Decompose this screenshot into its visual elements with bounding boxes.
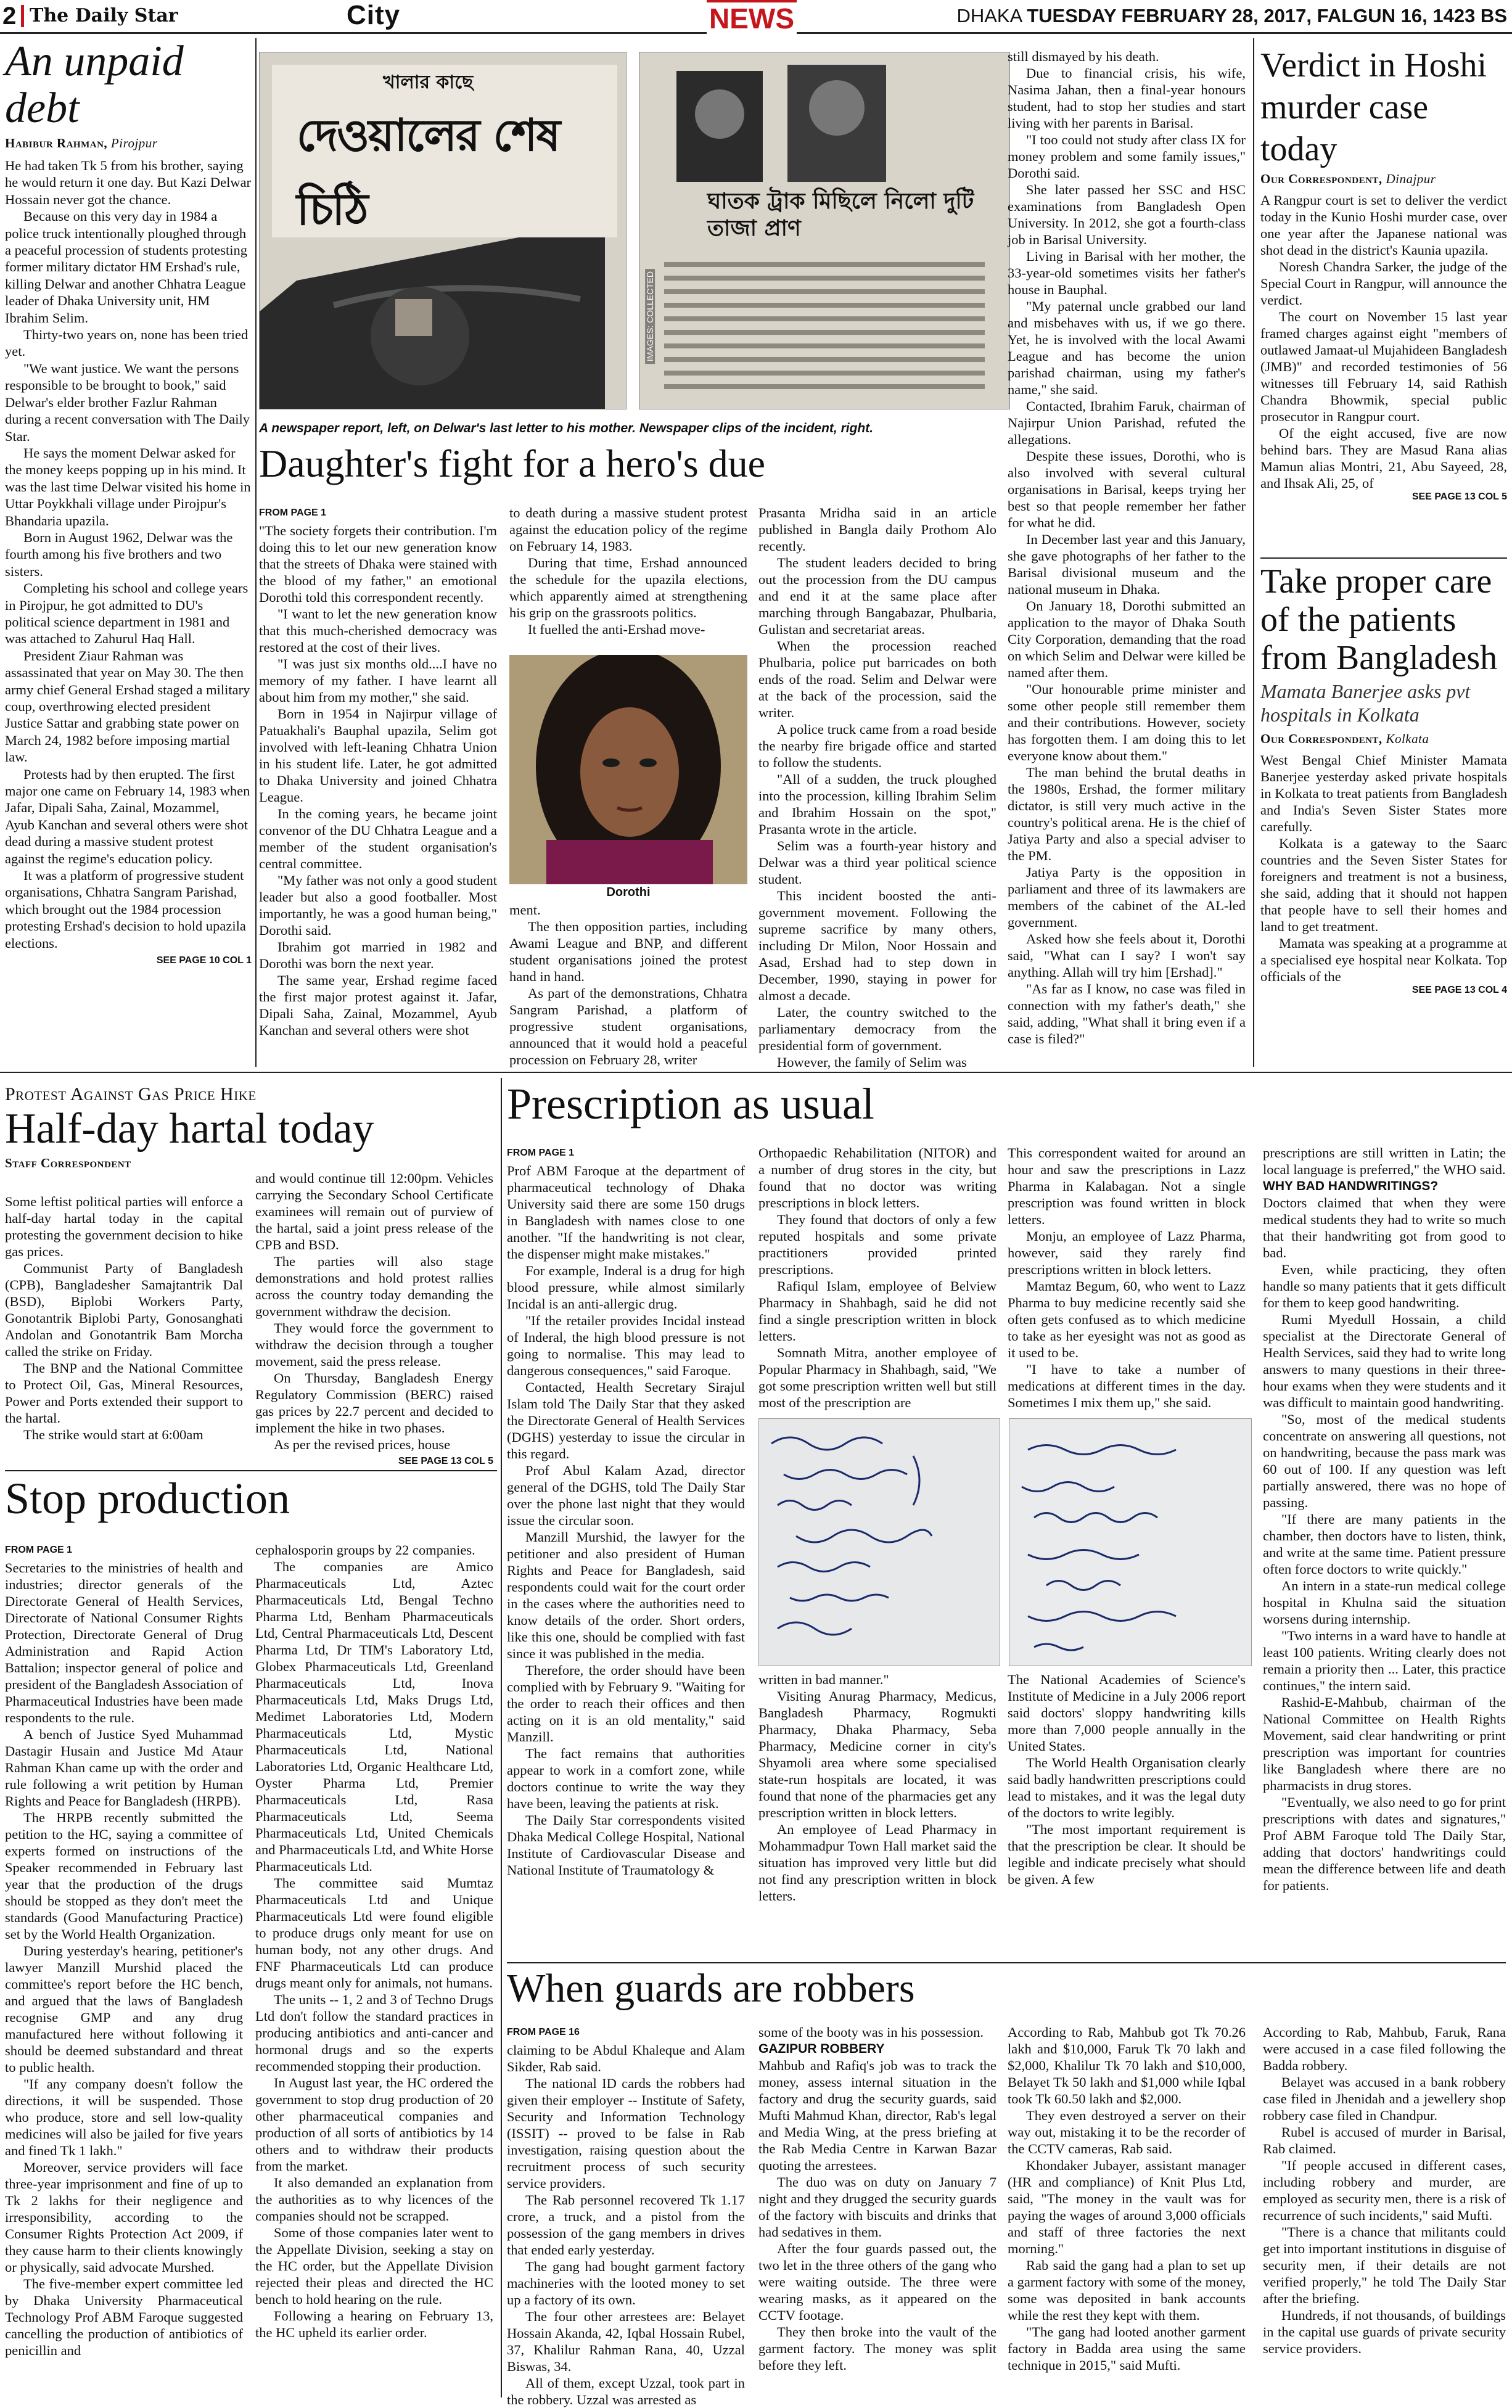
headline-hartal: Half-day hartal today — [5, 1105, 374, 1153]
body-verdict — [1260, 192, 1507, 491]
article-proper-care — [1260, 562, 1507, 996]
paragraph: Prasanta Mridha said in an article published in Bangla daily Prothom Alo recently. — [758, 505, 996, 554]
paragraph: Some leftist political parties will enforce a half-day hartal today in the capital protesting the government decision to hike gas prices. — [5, 1194, 243, 1259]
headline-stop-production: Stop production — [5, 1474, 290, 1523]
paragraph: Prof ABM Faroque at the department of pharmaceutical technology of Dhaka University said there are some 150 drugs in Bangladesh with names close to one another. "If the handwriting is not clear, the dispenser might make mistakes." — [507, 1163, 745, 1262]
paragraph: The Rab personnel recovered Tk 1.17 crore, a truck, and a pistol from the possession of the gang members in drives that ended early yesterday. — [507, 2192, 745, 2258]
paragraph: Some of those companies later went to the Appellate Division, seeking a stay on the HC order, but the Appellate Division rejected their pleas and directed the HC bench to hold hearing on the rule. — [255, 2225, 493, 2307]
paragraph: prescriptions are still written in Latin; the local language is preferred," the WHO said. — [1263, 1145, 1506, 1177]
paragraph: The strike would start at 6:00am — [23, 1427, 203, 1442]
paragraph: Secretaries to the ministries of health and industries; director generals of the Directorate General of Health Services, Directorate of National Consumer Rights Protection, Directorate General of Drug Administration and Rapid Action Battalion; inspector general of police and president of the Bangladesh Association of Pharmaceutical Industries have been made respondents to the rule. — [5, 1560, 243, 1725]
page-number-bar — [21, 5, 24, 27]
paragraph: "The most important requirement is that the prescription be clear. It should be legible and indicate precisely what should be given. A few — [1008, 1822, 1246, 1887]
paragraph: The then opposition parties, including Awami League and BNP, and different student organisations joined the protest hand in hand. — [509, 919, 747, 984]
paragraph: According to Rab, Mahbub got Tk 70.26 lakh and $10,000, Faruk Tk 70 lakh and $2,000, Khalilur Tk 70 lakh and $10,000, Belayet Tk 50 lakh and $1,000 while Iqbal took Tk 60.50 lakh and $2,000. — [1008, 2024, 1246, 2106]
paragraph: Mamtaz Begum, 60, who went to Lazz Pharma to buy medicine recently said she often gets confused as to which medicine to take as her eyesight was not as good as it used to be. — [1008, 1278, 1246, 1360]
daughter-col2-top — [509, 504, 747, 638]
paragraph: As per the revised prices, house — [274, 1437, 451, 1452]
guards-col4 — [1263, 2024, 1506, 2357]
headline-proper-care: Take proper care of the patients from Bangladesh — [1260, 562, 1498, 677]
section-divider — [1260, 557, 1507, 559]
paragraph: He says the moment Delwar asked for the money keeps popping up in his mind. It was the last time Delwar visited his home in Uttar Poykkhali village under Pirojpur's Bhandaria upazila. — [5, 445, 251, 528]
newspaper-clipping-right — [639, 52, 1010, 409]
dateline — [956, 5, 1507, 27]
paragraph: Due to financial crisis, his wife, Nasima Jahan, then a final-year honours student, had to stop her studies and start living with her parents in Barisal. — [1008, 65, 1246, 131]
stop-production-col2 — [255, 1542, 493, 2341]
see-page-link[interactable]: SEE PAGE 13 COL 4 — [1411, 985, 1507, 995]
paragraph: "The society forgets their contribution. I'm doing this to let our new generation know that the streets of Dhaka were stained with the blood of my father," an emotional Dorothi told this correspondent recently. — [259, 523, 497, 605]
paragraph: Noresh Chandra Sarker, the judge of the Special Court in Rangpur, will announce the verdict. — [1260, 259, 1507, 308]
paragraph: In December last year and this January, she gave photographs of her father to the Barisal divisional museum and the national museum in Dhaka. — [1008, 532, 1246, 597]
paragraph: On January 18, Dorothi submitted an application to the mayor of Dhaka South City Corporation, demanding that the road on which Selim and Delwar were killed be named after them. — [1008, 598, 1246, 680]
dateline-date: TUESDAY FEBRUARY 28, 2017, — [1027, 5, 1312, 27]
paragraph: "My paternal uncle grabbed our land and misbehaves with us, if we go there. Yet, he is involved with the local Awami League and has become the union parishad chairman, using my father's name," she said. — [1008, 298, 1246, 397]
paragraph: The gang had bought garment factory machineries with the looted money to set up a factory of its own. — [507, 2259, 745, 2307]
paragraph: She later passed her SSC and HSC examinations from Bangladesh Open University. In 2012, she got a fourth-class job in Barisal University. — [1008, 182, 1246, 247]
paragraph: Completing his school and college years in Pirojpur, he got admitted to DU's political science department in 1981 and was attached to Zahurul Haq Hall. — [5, 580, 249, 647]
paragraph: The companies are Amico Pharmaceuticals Ltd, Aztec Pharmaceuticals Ltd, Bengal Techno Pharma Ltd, Benham Pharmaceuticals Ltd, Central Pharmaceuticals Ltd, Descent Pharma Ltd, Dr TIM's Laboratory Ltd, Globex Pharmaceuticals Ltd, Greenland Pharmaceuticals Ltd, Inova Pharmaceuticals Ltd, Maks Drugs Ltd, Medimet Laboratories Ltd, Modern Pharmaceuticals Ltd, Mystic Pharmaceuticals Ltd, National Laboratories Ltd, Organic Healthcare Ltd, Oyster Pharma Ltd, Premier Pharmaceuticals Ltd, Rasa Pharmaceuticals Ltd, Seema Pharmaceuticals Ltd, United Chemicals and Pharmaceuticals Ltd, and White Horse Pharmaceuticals Ltd. — [255, 1559, 493, 1874]
paragraph: An intern in a state-run medical college hospital in Khulna said the situation worsens during internship. — [1263, 1578, 1506, 1627]
paragraph: Manzill Murshid, the lawyer for the petitioner and also president of Human Rights and Peace for Bangladesh, said respondents could wait for the court order in the cases where the authorities need to know details of the order. Short orders, like this one, should be complied with fast since it was published in the media. — [507, 1529, 745, 1661]
prescription-col2-top — [758, 1144, 996, 1411]
paragraph: Hundreds, if not thousands, of buildings in the capital use guards of private security service providers. — [1263, 2307, 1506, 2356]
paragraph: ment. — [509, 902, 541, 918]
clipping-kicker: খালার কাছে — [383, 72, 474, 93]
byline-name: Our Correspondent, — [1260, 731, 1383, 746]
from-page-label: FROM PAGE 1 — [259, 507, 327, 518]
paragraph: to death during a massive student protest against the education policy of the regime on February 14, 1983. — [509, 505, 747, 554]
paragraph: On Thursday, Bangladesh Energy Regulatory Commission (BERC) raised gas prices by 22.7 percent and decided to implement the hike in two phases. — [255, 1370, 493, 1436]
paragraph: Mamata was speaking at a programme at a specialised eye hospital near Kolkata. Top officials of the — [1260, 935, 1507, 984]
paragraph: They would force the government to withdraw the decision through a tougher movement, said the press release. — [255, 1320, 493, 1369]
paragraph: Moreover, service providers will face three-year imprisonment and fine of up to Tk 2 lakhs for their negligence and irresponsibility, according to the Consumer Rights Protection Act 2009, if they cause harm to their clients knowingly or physically, said advocate Murshed. — [5, 2159, 243, 2275]
paragraph: Because on this very day in 1984 a police truck intentionally ploughed through a peaceful procession of students protesting former military dictator HM Ershad's rule, killing Delwar and another Chhatra League leader of Dhaka University unit, HM Ibrahim Selim. — [5, 208, 248, 326]
paragraph: and would continue till 12:00pm. Vehicles carrying the Secondary School Certificate examinees will remain out of purview of the hartal, said a joint press release of the CPB and BSD. — [255, 1170, 493, 1252]
paragraph: They even destroyed a server on their way out, mistaking it to be the recorder of the CCTV cameras, Rab said. — [1008, 2108, 1246, 2156]
paragraph: The committee said Mumtaz Pharmaceuticals Ltd and Unique Pharmaceuticals Ltd were found eligible to produce drugs only meant for use on human body, not any other drugs. And FNF Pharmaceuticals Ltd can produce drugs meant only for animals, not humans. — [255, 1875, 493, 1991]
paragraph: Protests had by then erupted. The first major one came on February 14, 1983 when Jafar, Dipali Saha, Zainal, Mozammel, Ayub Kanchan and several others were shot dead during a massive student protest against the regime's education policy. — [5, 766, 250, 866]
paragraph: The man behind the brutal deaths in the 1980s, Ershad, the former military dictator, is still very much active in the country's political arena. He is the chief of Jatiya Party and also a special adviser to the PM. — [1008, 765, 1246, 863]
stop-production-col1 — [5, 1542, 243, 2359]
paragraph: A Rangpur court is set to deliver the verdict today in the Kunio Hoshi murder case, over one year after the Japanese national was shot dead in the district's Kaunia upazila. — [1260, 192, 1507, 258]
paragraph: "As far as I know, no case was filed in connection with my father's death," she said, adding, "What shall it bring even if a case is filed?" — [1008, 981, 1246, 1046]
paragraph: still dismayed by his death. — [1008, 49, 1159, 64]
headline-unpaid-debt: An unpaid debt — [5, 38, 184, 132]
paragraph: As part of the demonstrations, Chhatra Sangram Parishad, a platform of progressive student organisations, announced that it would hold a peaceful procession on February 28, writer — [509, 985, 747, 1067]
paragraph: Even, while practicing, they often handle so many patients that it gets difficult for them to keep good handwriting. — [1263, 1262, 1506, 1310]
paragraph: "The gang had looted another garment factory in Badda area using the same technique in 2015," said Mufti. — [1008, 2324, 1246, 2373]
hartal-col2 — [255, 1170, 493, 1469]
paragraph: Selim was a fourth-year history and Delwar was a third year political science student. — [758, 838, 996, 887]
paragraph: Somnath Mitra, another employee of Popular Pharmacy in Shahbagh, said, "We got some prescription written well but still most of the prescription are — [758, 1345, 996, 1410]
dorothi-photo — [509, 655, 747, 884]
paragraph: "Two interns in a ward have to handle at least 100 patients. Writing clearly does not remain a priority then ... Later, this practice continues," the intern said. — [1263, 1628, 1506, 1693]
paragraph: The duo was on duty on January 7 night and they drugged the security guards of the factory with biscuits and drinks that had sedatives in them. — [758, 2174, 996, 2240]
article-unpaid-debt — [5, 38, 252, 966]
paragraph: When the procession reached Phulbaria, police put barricades on both ends of the road. Selim and Delwar were at the back of the procession, said the writer. — [758, 638, 996, 720]
paragraph: The National Academies of Science's Institute of Medicine in a July 2006 report said doctors' sloppy handwriting kills more than 7,000 people annually in the United States. — [1008, 1672, 1246, 1754]
paragraph: The five-member expert committee led by Dhaka University Pharmaceutical Technology Prof ABM Faroque suggested cancelling the production of antibiotics of penicillin and — [5, 2276, 243, 2358]
paragraph: claiming to be Abdul Khaleque and Alam Sikder, Rab said. — [507, 2042, 745, 2074]
dorothi-portrait-image — [509, 655, 747, 884]
paragraph: "There is a chance that militants could get into important institutions in disguise of security men, if their details are not verified properly," he told The Daily Star after the briefing. — [1263, 2224, 1506, 2306]
prescription-col4 — [1263, 1144, 1506, 1894]
see-page-link[interactable]: SEE PAGE 10 COL 1 — [156, 955, 252, 966]
paragraph: All of them, except Uzzal, took part in the robbery. Uzzal was arrested as — [507, 2375, 745, 2407]
prescription-photo-left — [758, 1418, 1000, 1666]
paragraph: The units -- 1, 2 and 3 of Techno Drugs Ltd don't follow the standard practices in producing antibiotics and anti-cancer and hormonal drugs and so the experts recommended stopping their production. — [255, 1992, 493, 2074]
paragraph: Born in August 1962, Delwar was the fourth among his five brothers and two sisters. — [5, 529, 233, 579]
headline-prescription: Prescription as usual — [507, 1079, 874, 1128]
headline-guards: When guards are robbers — [507, 1966, 915, 2011]
paragraph: "Our honourable prime minister and some other people still remember them and their contributions. However, society has forgotten them. I am doing this to let everyone know about them." — [1008, 681, 1246, 763]
paragraph: "We want justice. We want the persons responsible to be brought to book," said Delwar's elder brother Fazlur Rahman during a recent conversation with The Daily Star. — [5, 360, 250, 444]
paragraph: Following a hearing on February 13, the HC upheld its earlier order. — [255, 2308, 493, 2340]
paragraph: Contacted, Health Secretary Sirajul Islam told The Daily Star that they asked the Directorate General of Health Services (DGHS) yesterday to issue the circular in this regard. — [507, 1379, 745, 1461]
clipping-right-headline: ঘাতক ট্রাক মিছিলে নিলো দুটি তাজা প্রাণ — [707, 189, 974, 241]
prescription-col3-bottom — [1008, 1671, 1246, 1888]
section-name: City — [347, 0, 401, 30]
paragraph: Therefore, the order should have been complied with by February 9. "Waiting for the order to reach their offices and then acting on it is an old mentality," said Manzill. — [507, 1662, 745, 1744]
paragraph: Belayet was accused in a bank robbery case filed in Jhenidah and a jewellery shop robbery case filed in Chandpur. — [1263, 2074, 1506, 2123]
paragraph: "If people accused in different cases, including robbery and murder, are employed as security men, there is a risk of recurrence of such incidents," said Mufti. — [1263, 2158, 1506, 2223]
clipping-headline: দেওয়ালের শেষ চিঠি — [297, 109, 560, 235]
paragraph: Mahbub and Rafiq's job was to track the money, assess internal situation in the factory and drug the security guards, said Mufti Mahmud Khan, director, Rab's legal and Media Wing, at the press briefing at the Rab Media Centre in Karwan Bazar quoting the arrestees. — [758, 2058, 996, 2173]
see-page-link[interactable]: SEE PAGE 13 COL 5 — [1411, 491, 1507, 502]
paragraph: A bench of Justice Syed Muhammad Dastagir Husain and Justice Md Ataur Rahman Khan came up with the order and rule following a writ petition by Human Rights and Peace for Bangladesh (HRPB). — [5, 1727, 243, 1809]
paragraph: Kolkata is a gateway to the Saarc countries and the Seven Sister States for foreigners and treatment is not a business, she said, adding that it should not happen that people have to sell their homes and land to get treatment. — [1260, 836, 1507, 934]
page-divider — [0, 1072, 1512, 1073]
paragraph: "My father was not only a good student leader but also a good footballer. Most importantly, he was a good human being," Dorothi said. — [259, 873, 498, 938]
prescription-col2-bottom — [758, 1671, 996, 1904]
byline-hartal: Staff Correspondent — [5, 1156, 131, 1170]
paragraph: The BNP and the National Committee to Protect Oil, Gas, Mineral Resources, Power and Ports extended their support to the hartal. — [5, 1360, 243, 1426]
from-page-label: FROM PAGE 1 — [5, 1545, 73, 1555]
paragraph: It also demanded an explanation from the authorities as to why licences of the companies should not be scrapped. — [255, 2175, 493, 2224]
from-page-label: FROM PAGE 1 — [507, 1148, 575, 1158]
column-rule — [501, 1078, 502, 2398]
byline-name: Our Correspondent, — [1260, 171, 1383, 186]
paragraph: "If any company doesn't follow the directions, it will be suspended. Those who produce, store and sell low-quality medicines will also be jailed for five years and fined Tk 1 lakh." — [5, 2076, 243, 2158]
headline-verdict: Verdict in Hoshi murder case today — [1260, 46, 1487, 168]
paragraph: Khondaker Jubayer, assistant manager (HR and compliance) of Knit Plus Ltd, said, "The money in the vault was for paying the wages of around 3,000 officials and staff of three factories the next morning." — [1008, 2158, 1246, 2256]
paragraph: Rubel is accused of murder in Barisal, Rab claimed. — [1263, 2124, 1506, 2156]
paragraph: cephalosporin groups by 22 companies. — [255, 1542, 475, 1558]
paragraph: Rafiqul Islam, employee of Belview Pharmacy in Shahbagh, said he did not find a single prescription written in block letters. — [758, 1278, 996, 1344]
photo-caption-dorothi: Dorothi — [606, 886, 651, 899]
paragraph: Thirty-two years on, none has been tried yet. — [5, 327, 249, 360]
paragraph: The World Health Organisation clearly said badly handwritten prescriptions could lead to mistakes, and it was the legal duty of the doctors to write legibly. — [1008, 1755, 1246, 1820]
news-banner: NEWS — [707, 0, 797, 35]
prescription-col3-top — [1008, 1144, 1246, 1411]
paragraph: They then broke into the vault of the garment factory. The money was split before they left. — [758, 2324, 996, 2373]
paragraph: The parties will also stage demonstrations and hold protest rallies across the country today demanding the government withdraw the decision. — [255, 1254, 493, 1319]
paragraph: "I was just six months old....I have no memory of my father. I have learnt all about him from my mother," she said. — [259, 656, 497, 705]
paragraph: During that time, Ershad announced the schedule for the upazila elections, which apparently aimed at strengthening his grip on the grassroots politics. — [509, 555, 747, 620]
paragraph: Born in 1954 in Najirpur village of Patuakhali's Bauphal upazila, Selim got involved with left-leaning Chhatra Union in his student life. Later, he got admitted to Dhaka University and joined Chhatra League. — [259, 706, 497, 805]
guards-col2 — [758, 2024, 996, 2373]
paragraph: The court on November 15 last year framed charges against eight "members of outlawed Jamaat-ul Mujahideen Bangladesh (JMB)" and recorded testimonies of 56 witnesses till February 14, said Rathish Chandra Bhowmik, special public prosecutor in Rangpur court. — [1260, 309, 1507, 424]
paragraph: Doctors claimed that when they were medical students they had to write so much that their handwriting got from good to bad. — [1263, 1195, 1506, 1260]
paragraph: However, the family of Selim was — [777, 1054, 967, 1070]
daughter-col2-bottom — [509, 902, 747, 1068]
photo-credit: IMAGES: COLLECTED — [645, 269, 655, 364]
paragraph: written in bad manner." — [758, 1672, 889, 1687]
paragraph: "If there are many patients in the chamber, then doctors have to listen, think, and write at the same time. Patient pressure often force doctors to write quickly." — [1263, 1511, 1506, 1577]
paragraph: During yesterday's hearing, petitioner's lawyer Manzill Murshid placed the committee's report before the HC bench, and argued that the laws of Bangladesh recognise GMP and any drug manufactured here without following it should be deemed substandard and threat to public health. — [5, 1943, 243, 2075]
dateline-city: DHAKA — [956, 5, 1022, 27]
hartal-col1 — [5, 1193, 243, 1443]
paragraph: This correspondent waited for around an hour and saw the prescriptions in Lazz Pharma in Kalabagan. Not a single prescription was found written in block letters. — [1008, 1145, 1246, 1227]
subhead-why-bad-handwritings: WHY BAD HANDWRITINGS? — [1263, 1179, 1439, 1193]
paragraph: He had taken Tk 5 from his brother, saying he would return it one day. But Kazi Delwar Hossain never got the chance. — [5, 158, 252, 207]
body-proper-care — [1260, 752, 1507, 985]
column-rule — [255, 38, 257, 1067]
paragraph: This incident boosted the anti-government movement. Following the supreme sacrifice by many others, including Dr Milon, Noor Hossain and Asad, Ershad had to step down in December, 1990, staying in power for almost a decade. — [758, 888, 996, 1003]
paragraph: "So, most of the medical students concentrate on answering all questions, not on handwriting, because the pass mark was 60 out of 100. If any question was left partially answered, there was no hope of passing. — [1263, 1412, 1506, 1510]
section-divider — [507, 1962, 1506, 1963]
daughter-col4 — [1008, 48, 1246, 1047]
paragraph: "If the retailer provides Incidal instead of Inderal, the high blood pressure is not going to normalise. This may lead to dangerous consequences," said Faroque. — [507, 1313, 745, 1378]
guards-col3 — [1008, 2024, 1246, 2373]
paragraph: It fuelled the anti-Ershad move- — [528, 622, 705, 637]
paragraph: Rab said the gang had a plan to set up a garment factory with some of the money, some was deposited in bank accounts while the rest they kept with them. — [1008, 2258, 1246, 2323]
article-verdict — [1260, 44, 1507, 503]
byline-unpaid-debt — [5, 136, 252, 151]
see-page-link[interactable]: SEE PAGE 13 COL 5 — [398, 1456, 493, 1466]
paragraph: Ibrahim got married in 1982 and Dorothi was born the next year. — [259, 939, 497, 971]
subhead-gazipur-robbery: GAZIPUR ROBBERY — [758, 2042, 885, 2056]
paragraph: The national ID cards the robbers had given their employer -- Institute of Safety, Security and Information Technology (ISSIT) -- proved to be false in Rab investigation, raising question about the recruitment process of such security service providers. — [507, 2076, 745, 2191]
page-number: 2 — [2, 2, 17, 30]
byline-place: Pirojpur — [110, 136, 158, 150]
section-divider — [5, 1470, 497, 1471]
byline-verdict — [1260, 171, 1507, 187]
paragraph: "All of a sudden, the truck ploughed into the procession, killing Ibrahim Selim and Ibrahim Hossain on the spot," Prasanta wrote in the article. — [758, 771, 996, 837]
handwritten-prescription-image — [759, 1419, 1000, 1666]
prescription-photo-right — [1009, 1418, 1252, 1666]
paragraph: Asked how she feels about it, Dorothi said, "What can I say? I won't say anything. Allah will try him [Ershad]." — [1008, 931, 1246, 980]
kicker-hartal: Protest Against Gas Price Hike — [5, 1084, 257, 1104]
dateline-bangla-date: FALGUN 16, 1423 BS — [1317, 5, 1507, 27]
paragraph: Despite these issues, Dorothi, who is also involved with several cultural organisations in Barisal, keeps trying her best so that people remember her father for what he did. — [1008, 448, 1246, 530]
paragraph: Orthopaedic Rehabilitation (NITOR) and a number of drug stores in the city, but found that no doctor was writing prescriptions in block letters. — [758, 1145, 996, 1210]
byline-place: Kolkata — [1386, 731, 1429, 746]
paragraph: "I too could not study after class IX for money problem and some family issues," Dorothi said. — [1008, 132, 1246, 181]
paragraph: Living in Barisal with her mother, the 33-year-old sometimes visits her father's house in Bauphal. — [1008, 249, 1246, 297]
from-page-label: FROM PAGE 16 — [507, 2027, 580, 2037]
prescription-col1 — [507, 1144, 745, 1878]
byline-proper-care — [1260, 731, 1507, 747]
paragraph: In August last year, the HC ordered the government to stop drug production of 20 other pharmaceutical companies and production of all sorts of antibiotics by 14 others and to withdraw their products from the market. — [255, 2075, 493, 2174]
paragraph: Rashid-E-Mahbub, chairman of the National Committee on Health Rights Movement, said clear handwriting or print prescription was important for countries like Bangladesh where there are no pharmacists in drug stores. — [1263, 1695, 1506, 1793]
byline-name: Habibur Rahman, — [5, 136, 108, 150]
paragraph: After the four guards passed out, the two let in the three others of the gang who were waiting outside. The three were wearing masks, as it appeared on the CCTV footage. — [758, 2241, 996, 2323]
paragraph: Communist Party of Bangladesh (CPB), Bangladesher Samajtantrik Dal (BSD), Biplobi Workers Party, Gonotantrik Biplobi Party, Gonosanghati Andolan and Gonotantrik Bam Morcha called the strike on Friday. — [5, 1260, 243, 1359]
paragraph: The fact remains that authorities appear to work in a comfort zone, while doctors continue to write the way they have been, leaving the patients at risk. — [507, 1746, 745, 1811]
paragraph: A police truck came from a road beside the nearby fire brigade office and started to follow the students. — [758, 721, 996, 770]
subheadline-proper-care: Mamata Banerjee asks pvt hospitals in Kolkata — [1260, 680, 1471, 726]
headline-daughter: Daughter's fight for a hero's due — [259, 442, 766, 485]
guards-col1 — [507, 2024, 745, 2408]
paragraph: Visiting Anurag Pharmacy, Medicus, Bangladesh Pharmacy, Rogmukti Pharmacy, Dhaka Pharmacy, Seba Pharmacy, Medicine corner in city's Shyamoli area where some specialised state-run hospitals are located, it was found that none of the pharmacies get any prescription written in block letters. — [758, 1688, 996, 1820]
paragraph: "I want to let the new generation know that this much-cherished democracy was restored at the cost of their lives. — [259, 606, 497, 655]
paragraph: According to Rab, Mahbub, Faruk, Rana were accused in a case filed following the Badda robbery. — [1263, 2024, 1506, 2073]
body-unpaid-debt — [5, 157, 252, 951]
paragraph: some of the booty was in his possession. — [758, 2024, 984, 2040]
paragraph: In the coming years, he became joint convenor of the DU Chhatra League and a member of the student organisation's central committee. — [259, 806, 497, 871]
paragraph: An employee of Lead Pharmacy in Mohammadpur Town Hall market said the situation has improved very little but did not find any prescription written in block letters. — [758, 1822, 996, 1904]
clipping-caption: A newspaper report, left, on Delwar's last letter to his mother. Newspaper clips of the incident, right. — [259, 421, 874, 435]
paragraph: The HRPB recently submitted the petition to the HC, saying a committee of experts formed on instructions of the Speaker recommended in February last year that the production of the drugs should be stopped as they don't meet the standards (Good Manufacturing Practice) set by the World Health Organization. — [5, 1810, 243, 1942]
article-hartal — [5, 1084, 497, 1176]
paragraph: Monju, an employee of Lazz Pharma, however, said they rarely find prescriptions written in block letters. — [1008, 1228, 1246, 1277]
paragraph: They found that doctors of only a few reputed hospitals and some private practitioners provided printed prescriptions. — [758, 1212, 996, 1277]
newspaper-clipping-left — [259, 52, 627, 409]
paragraph: "Eventually, we also need to go for print prescriptions with dates and signatures," Prof ABM Faroque told The Daily Star, adding that doctors' handwritings could mean the difference between life and death for patients. — [1263, 1794, 1506, 1893]
paragraph: Rumi Myedull Hossain, a child specialist at the Directorate General of Health Services, said they had to write long answers to many questions in their three-hour exams when they were students and it was difficult to maintain good handwriting. — [1263, 1312, 1506, 1410]
paragraph: Later, the country switched to the parliamentary democracy from the presidential form of government. — [758, 1005, 996, 1053]
paragraph: Of the eight accused, five are now behind bars. They are Masud Rana alias Mamun alias Montri, 21, Abu Sayeed, 28, and Ihsak Ali, 25, of — [1260, 425, 1507, 491]
paragraph: President Ziaur Rahman was assassinated that year on May 30. The then army chief General Ershad staged a military coup, overthrowing elected president Justice Sattar and grabbing state power on March 24, 1982 before imposing martial law. — [5, 647, 250, 765]
paragraph: Prof Abul Kalam Azad, director general of the DGHS, told The Daily Star over the phone last night that they would issue the circular soon. — [507, 1463, 745, 1528]
paragraph: It was a platform of progressive student organisations, Chhatra Sangram Parishad, which brought out the 1984 procession protesting Ershad's decision to hold upazila elections. — [5, 868, 246, 951]
paragraph: The Daily Star correspondents visited Dhaka Medical College Hospital, National Institute of Cardiovascular Disease and National Institute of Traumatology & — [507, 1812, 745, 1878]
paragraph: "I have to take a number of medications at different times in the day. Sometimes I mix them up," she said. — [1008, 1362, 1246, 1410]
paragraph: The same year, Ershad regime faced the first major protest against it. Jafar, Dipali Saha, Zainal, Mozammel, Ayub Kanchan and several others were shot — [259, 972, 497, 1038]
paragraph: Jatiya Party is the opposition in parliament and three of its lawmakers are members of the cabinet of the AL-led government. — [1008, 865, 1246, 930]
paragraph: For example, Inderal is a drug for high blood pressure, while almost similarly Incidal is an anti-allergic drug. — [507, 1263, 745, 1312]
paragraph: West Bengal Chief Minister Mamata Banerjee yesterday asked private hospitals in Kolkata to treat patients from Bangladesh and India's Seven Sister States more carefully. — [1260, 752, 1507, 834]
paragraph: Contacted, Ibrahim Faruk, chairman of Najirpur Union Parishad, refuted the allegations. — [1008, 398, 1246, 447]
paragraph: The student leaders decided to bring out the procession from the DU campus and end it at the same place after marching through Bangabazar, Phulbaria, Gulistan and secretariat areas. — [758, 555, 996, 637]
handwritten-prescription-image — [1009, 1419, 1251, 1666]
byline-place: Dinajpur — [1386, 171, 1436, 186]
column-rule — [1253, 38, 1254, 1067]
paragraph: The four other arrestees are: Belayet Hossain Akanda, 42, Iqbal Hossain Rubel, 37, Khalilur Rahman Rana, 40, Uzzal Biswas, 34. — [507, 2309, 745, 2374]
paper-name: The Daily Star — [30, 5, 178, 27]
daughter-col1 — [259, 504, 497, 1038]
daughter-col3 — [758, 504, 996, 1070]
